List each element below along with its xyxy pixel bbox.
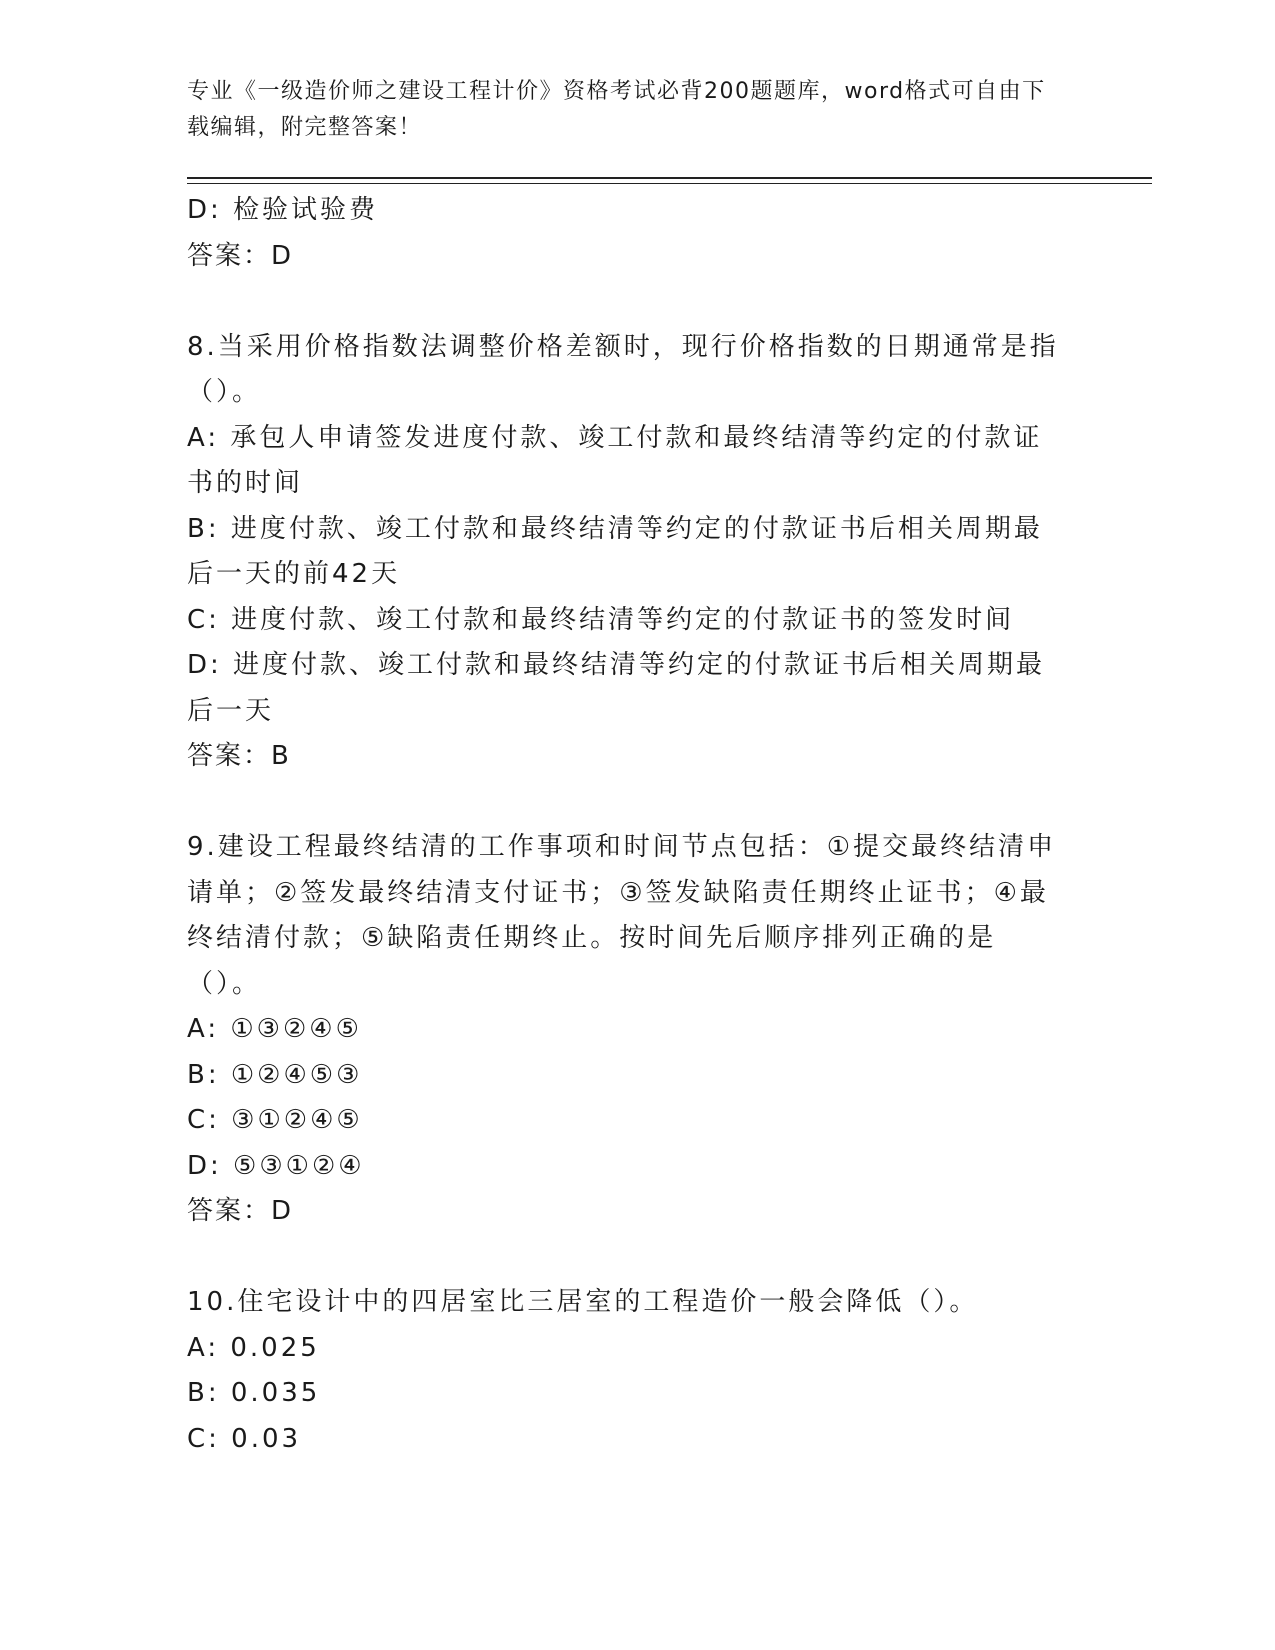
question-8	[187, 325, 1067, 780]
option-b: B: 0.035	[187, 1378, 321, 1408]
question-10	[187, 1280, 1067, 1462]
option-c: C: ③①②④⑤	[187, 1105, 363, 1135]
option-d: D: ⑤③①②④	[187, 1150, 365, 1181]
option-d: D: 进度付款、竣工付款和最终结清等约定的付款证书后相关周期最后一天	[187, 650, 1046, 726]
document-header: 专业《一级造价师之建设工程计价》资格考试必背200题题库，word格式可自由下载编辑，附完整答案！	[187, 79, 1046, 140]
question-9	[187, 825, 1067, 1235]
option-d: D: 检验试验费	[187, 195, 379, 225]
answer-line: 答案：D	[187, 240, 294, 271]
answer-line: 答案：D	[187, 1196, 294, 1226]
option-a: A: 0.025	[187, 1332, 320, 1363]
question-content	[187, 188, 1067, 1462]
question-stem: 9.建设工程最终结清的工作事项和时间节点包括：①提交最终结清申请单；②签发最终结清支付证书；③签发缺陷责任期终止证书；④最终结清付款；⑤缺陷责任期终止。按时间先后顺序排列正确的是（）。	[187, 832, 1057, 999]
header-divider-thick	[187, 177, 1152, 179]
option-c: C: 进度付款、竣工付款和最终结清等约定的付款证书的签发时间	[187, 604, 1015, 635]
option-a: A: ①③②④⑤	[187, 1014, 362, 1044]
option-a: A: 承包人申请签发进度付款、竣工付款和最终结清等约定的付款证书的时间	[187, 422, 1043, 498]
option-c: C: 0.03	[187, 1423, 302, 1454]
option-b: B: 进度付款、竣工付款和最终结清等约定的付款证书后相关周期最后一天的前42天	[187, 513, 1043, 589]
question-stem: 8.当采用价格指数法调整价格差额时，现行价格指数的日期通常是指（）。	[187, 331, 1059, 407]
answer-line: 答案：B	[187, 741, 291, 771]
option-b: B: ①②④⑤③	[187, 1059, 363, 1090]
header-divider-thin	[187, 183, 1152, 184]
question-stem: 10.住宅设计中的四居室比三居室的工程造价一般会降低（）。	[187, 1287, 979, 1317]
